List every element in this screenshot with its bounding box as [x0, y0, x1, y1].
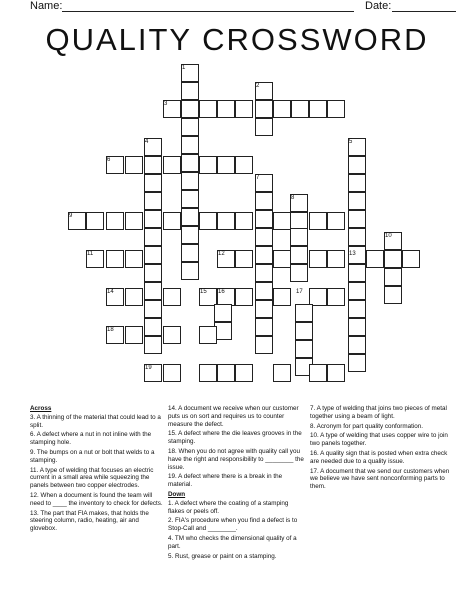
grid-cell[interactable] [235, 364, 253, 382]
grid-cell[interactable] [199, 100, 217, 118]
grid-cell[interactable] [235, 288, 253, 306]
clue-down-7: 7. A type of welding that joins two pieces of metal together using a beam of light. [310, 405, 447, 420]
clue-number: 17 [296, 289, 303, 295]
grid-cell[interactable] [144, 228, 162, 246]
grid-cell[interactable] [86, 212, 104, 230]
clue-across-6: 6. A defect where a nut in not inline with the stamping hole. [30, 431, 152, 447]
clue-number: 10 [385, 233, 392, 239]
grid-cell[interactable] [290, 246, 308, 264]
grid-cell[interactable] [327, 100, 345, 118]
grid-cell[interactable] [125, 250, 143, 268]
grid-cell[interactable] [181, 136, 199, 154]
grid-cell[interactable] [144, 300, 162, 318]
grid-cell[interactable] [295, 340, 313, 358]
grid-cell[interactable] [255, 100, 273, 118]
grid-cell[interactable] [235, 250, 253, 268]
grid-cell[interactable] [309, 364, 327, 382]
clue-down-10: 10. A type of welding that uses copper wire to join two panels together. [310, 432, 448, 448]
clue-number: 1 [182, 65, 186, 71]
grid-cell[interactable] [144, 336, 162, 354]
grid-cell[interactable] [348, 228, 366, 246]
grid-cell[interactable] [348, 354, 366, 372]
clue-down-5: 5. Rust, grease or paint on a stamping. [168, 552, 277, 560]
grid-cell[interactable] [348, 318, 366, 336]
grid-cell[interactable] [384, 250, 402, 268]
clues-column-2 [168, 405, 304, 562]
across-heading: Across [30, 405, 52, 412]
grid-cell[interactable] [290, 264, 308, 282]
grid-cell[interactable] [163, 212, 181, 230]
grid-cell[interactable] [199, 212, 217, 230]
clue-number: 6 [107, 157, 111, 163]
grid-cell[interactable] [348, 192, 366, 210]
clue-across-9: 9. The bumps on a nut or bolt that welds to a stamping. [30, 448, 155, 464]
clue-number: 14 [107, 289, 114, 295]
grid-cell[interactable] [348, 336, 366, 354]
grid-cell[interactable] [199, 326, 217, 344]
clues-column-3 [310, 405, 450, 493]
grid-cell[interactable] [384, 286, 402, 304]
clue-number: 16 [218, 289, 225, 295]
grid-cell[interactable] [144, 246, 162, 264]
grid-cell[interactable] [199, 364, 217, 382]
grid-cell[interactable] [199, 156, 217, 174]
clue-across-12: 12. When a document is found the team will need to ____ the inventory to check for defects. [30, 491, 163, 507]
grid-cell[interactable] [125, 212, 143, 230]
grid-cell[interactable] [255, 210, 273, 228]
grid-cell[interactable] [255, 246, 273, 264]
grid-cell[interactable] [144, 192, 162, 210]
grid-cell[interactable] [273, 364, 291, 382]
grid-cell[interactable] [163, 364, 181, 382]
clue-across-19: 19. A defect where there is a break in the material. [168, 473, 283, 489]
clue-across-11: 11. A type of welding that focuses an electric current in a small area while squeezing the panels between two copper electrodes. [30, 466, 154, 490]
grid-cell[interactable] [181, 244, 199, 262]
grid-cell[interactable] [348, 156, 366, 174]
grid-cell[interactable] [327, 250, 345, 268]
clue-number: 11 [87, 251, 94, 257]
grid-cell[interactable] [144, 210, 162, 228]
clue-across-18: 18. When you do not agree with quality call you have the right and responsibility to ________ the issue. [168, 447, 304, 471]
grid-cell[interactable] [273, 212, 291, 230]
grid-cell[interactable] [348, 300, 366, 318]
clue-down-1: 1. A defect where the coating of a stamping flakes or peels off. [168, 499, 289, 515]
grid-cell[interactable] [144, 264, 162, 282]
grid-cell[interactable] [235, 156, 253, 174]
grid-cell[interactable] [181, 262, 199, 280]
grid-cell[interactable] [181, 154, 199, 172]
grid-cell[interactable] [309, 250, 327, 268]
grid-cell[interactable] [144, 174, 162, 192]
grid-cell[interactable] [348, 282, 366, 300]
grid-cell[interactable] [255, 264, 273, 282]
clue-down-17: 17. A document that we send our customers when we believe we have sent nonconforming parts to them. [310, 467, 450, 491]
clue-number: 8 [291, 195, 295, 201]
grid-cell[interactable] [327, 288, 345, 306]
clue-across-3: 3. A thinning of the material that could lead to a split. [30, 413, 161, 429]
clue-number: 3 [164, 101, 168, 107]
grid-cell[interactable] [181, 208, 199, 226]
grid-cell[interactable] [295, 304, 313, 322]
clue-down-4: 4. TM who checks the dimensional quality of a part. [168, 534, 297, 550]
grid-cell[interactable] [144, 318, 162, 336]
grid-cell[interactable] [255, 118, 273, 136]
grid-cell[interactable] [366, 250, 384, 268]
grid-cell[interactable] [106, 250, 124, 268]
clue-number: 7 [256, 175, 260, 181]
grid-cell[interactable] [384, 268, 402, 286]
clue-number: 9 [69, 213, 73, 219]
grid-cell[interactable] [255, 192, 273, 210]
grid-cell[interactable] [214, 304, 232, 322]
grid-cell[interactable] [235, 100, 253, 118]
grid-cell[interactable] [255, 336, 273, 354]
grid-cell[interactable] [217, 100, 235, 118]
grid-cell[interactable] [125, 156, 143, 174]
grid-cell[interactable] [273, 288, 291, 306]
grid-cell[interactable] [181, 82, 199, 100]
name-label: Name: [30, 0, 63, 12]
clue-across-14: 14. A document we receive when our customer puts us on sort and requires us to counter measure the defect. [168, 405, 299, 428]
grid-cell[interactable] [348, 264, 366, 282]
grid-cell[interactable] [125, 288, 143, 306]
grid-cell[interactable] [255, 228, 273, 246]
grid-cell[interactable] [273, 250, 291, 268]
grid-cell[interactable] [217, 156, 235, 174]
clue-down-8: 8. Acronym for part quality conformation. [310, 422, 424, 430]
grid-cell[interactable] [295, 322, 313, 340]
grid-cell[interactable] [144, 282, 162, 300]
grid-cell[interactable] [144, 156, 162, 174]
clue-number: 19 [145, 365, 152, 371]
page-title: QUALITY CROSSWORD [45, 22, 429, 57]
clue-number: 2 [256, 83, 260, 89]
grid-cell[interactable] [181, 100, 199, 118]
grid-cell[interactable] [181, 226, 199, 244]
grid-cell[interactable] [163, 156, 181, 174]
grid-cell[interactable] [290, 228, 308, 246]
clue-across-13: 13. The part that FIA makes, that holds the steering column, radio, heating, air and glovebox. [30, 509, 149, 533]
clue-number: 4 [145, 139, 149, 145]
grid-cell[interactable] [309, 212, 327, 230]
grid-cell[interactable] [125, 326, 143, 344]
grid-cell[interactable] [181, 190, 199, 208]
clue-number: 12 [218, 251, 225, 257]
grid-cell[interactable] [181, 172, 199, 190]
grid-cell[interactable] [273, 100, 291, 118]
grid-cell[interactable] [309, 100, 327, 118]
grid-cell[interactable] [291, 100, 309, 118]
clue-number: 15 [200, 289, 207, 295]
grid-cell[interactable] [255, 282, 273, 300]
down-heading: Down [168, 490, 186, 498]
grid-cell[interactable] [255, 318, 273, 336]
grid-cell[interactable] [163, 326, 181, 344]
grid-cell[interactable] [348, 174, 366, 192]
grid-cell[interactable] [181, 118, 199, 136]
grid-cell[interactable] [327, 364, 345, 382]
grid-cell[interactable] [217, 364, 235, 382]
clue-across-15: 15. A defect where the die leaves grooves in the stamping. [168, 430, 302, 446]
grid-cell[interactable] [106, 212, 124, 230]
date-label: Date: [365, 0, 392, 12]
grid-cell[interactable] [235, 212, 253, 230]
clue-number: 5 [349, 139, 353, 145]
clue-down-2: 2. FIA's procedure when you find a defect is to Stop-Call and ________. [168, 517, 298, 533]
clues-column-1 [30, 405, 164, 535]
grid-cell[interactable] [402, 250, 420, 268]
grid-cell[interactable] [217, 212, 235, 230]
clue-down-16: 16. A quality sign that is posted when extra check are needed due to a quality issue. [310, 449, 448, 465]
clue-number: 18 [107, 327, 114, 333]
grid-cell[interactable] [327, 212, 345, 230]
clue-number: 13 [349, 251, 356, 257]
grid-cell[interactable] [163, 288, 181, 306]
grid-cell[interactable] [255, 300, 273, 318]
grid-cell[interactable] [348, 210, 366, 228]
